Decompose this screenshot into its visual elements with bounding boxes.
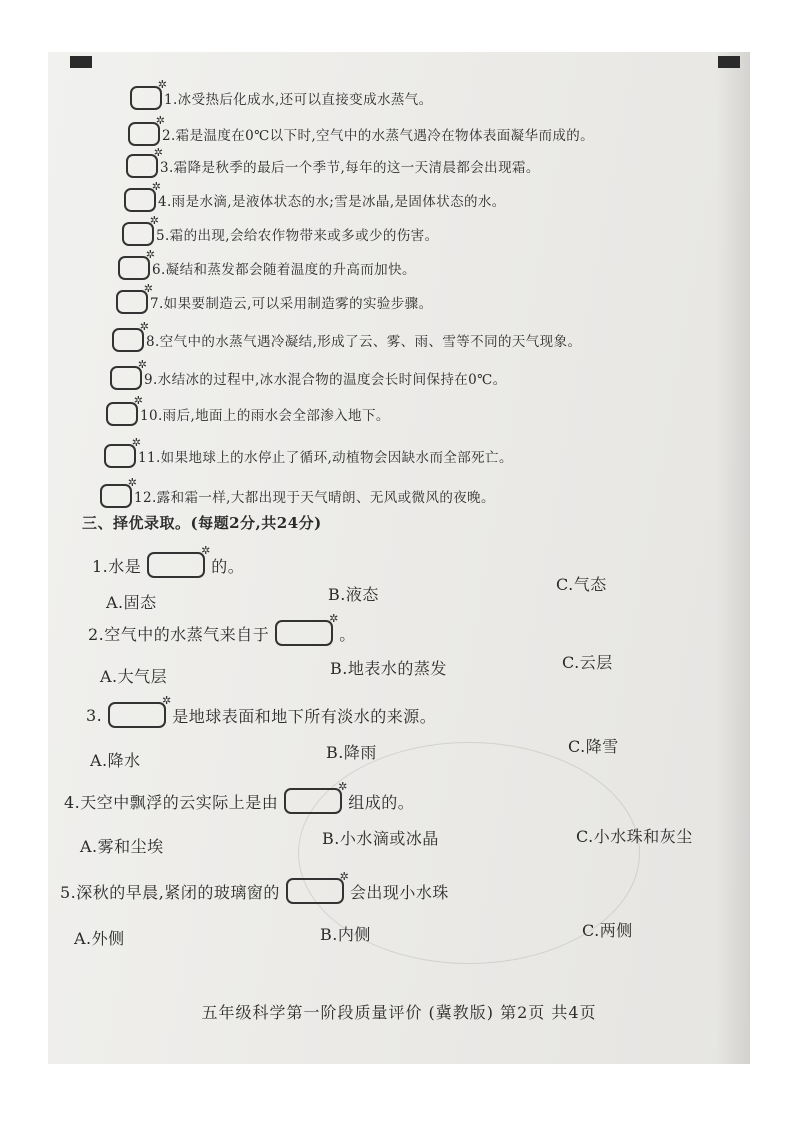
option-c[interactable]: C.两侧 <box>582 921 633 940</box>
tf-item-4 <box>124 180 506 212</box>
question-text: 。 <box>339 624 356 644</box>
tf-text: 7.如果要制造云,可以采用制造雾的实验步骤。 <box>150 296 433 312</box>
sparkle-icon: ✲ <box>338 780 348 793</box>
answer-bracket[interactable] <box>275 612 339 646</box>
corner-registration-mark <box>70 56 92 68</box>
tf-item-9 <box>110 358 507 390</box>
tf-item-5 <box>122 214 439 246</box>
option-a[interactable]: A.降水 <box>90 751 141 770</box>
option-c[interactable]: C.云层 <box>562 653 613 672</box>
answer-bracket[interactable] <box>108 694 172 728</box>
option-b[interactable]: B.地表水的蒸发 <box>330 659 447 678</box>
section-title: 三、择优录取。(每题2分,共24分) <box>82 514 322 532</box>
answer-bracket[interactable] <box>130 78 167 110</box>
question-5 <box>60 870 449 904</box>
answer-bracket[interactable] <box>284 780 348 814</box>
option-c[interactable]: C.气态 <box>556 575 607 594</box>
sparkle-icon: ✲ <box>149 214 159 227</box>
answer-bracket[interactable] <box>147 544 211 578</box>
question-text: 3. <box>86 705 103 725</box>
exam-sheet <box>48 52 750 1064</box>
tf-text: 9.水结冰的过程中,冰水混合物的温度会长时间保持在0℃。 <box>144 372 507 388</box>
answer-bracket[interactable] <box>104 436 141 468</box>
question-text: 组成的。 <box>348 792 415 812</box>
option-a[interactable]: A.雾和尘埃 <box>80 837 164 856</box>
sparkle-icon: ✲ <box>127 476 137 489</box>
sparkle-icon: ✲ <box>151 180 161 193</box>
sparkle-icon: ✲ <box>339 870 349 883</box>
sparkle-icon: ✲ <box>329 612 339 625</box>
sparkle-icon: ✲ <box>139 320 149 333</box>
question-3 <box>86 694 437 728</box>
page-footer: 五年级科学第一阶段质量评价 (冀教版) 第2页 共4页 <box>201 1003 597 1022</box>
question-text: 4.天空中飘浮的云实际上是由 <box>64 792 279 812</box>
answer-bracket[interactable] <box>286 870 349 904</box>
tf-text: 10.雨后,地面上的雨水会全部渗入地下。 <box>140 408 390 424</box>
option-a[interactable]: A.外侧 <box>74 929 125 948</box>
tf-text: 6.凝结和蒸发都会随着温度的升高而加快。 <box>152 262 416 278</box>
answer-bracket[interactable] <box>106 394 143 426</box>
option-b[interactable]: B.小水滴或冰晶 <box>322 829 439 848</box>
tf-item-12 <box>100 476 495 508</box>
tf-text: 1.冰受热后化成水,还可以直接变成水蒸气。 <box>164 92 433 108</box>
answer-bracket[interactable] <box>124 180 161 212</box>
option-a[interactable]: A.固态 <box>106 593 157 612</box>
question-text: 2.空气中的水蒸气来自于 <box>88 624 270 644</box>
tf-text: 5.霜的出现,会给农作物带来或多或少的伤害。 <box>156 228 439 244</box>
tf-item-7 <box>116 282 433 314</box>
tf-item-10 <box>106 394 390 426</box>
tf-text: 2.霜是温度在0℃以下时,空气中的水蒸气遇冷在物体表面凝华而成的。 <box>162 128 595 144</box>
sparkle-icon: ✲ <box>157 78 167 91</box>
sparkle-icon: ✲ <box>155 114 165 127</box>
sparkle-icon: ✲ <box>145 248 155 261</box>
tf-item-1 <box>130 78 433 110</box>
answer-bracket[interactable] <box>100 476 137 508</box>
answer-bracket[interactable] <box>110 358 147 390</box>
tf-text: 3.霜降是秋季的最后一个季节,每年的这一天清晨都会出现霜。 <box>160 160 540 176</box>
option-a[interactable]: A.大气层 <box>100 667 168 686</box>
tf-text: 4.雨是水滴,是液体状态的水;雪是冰晶,是固体状态的水。 <box>158 194 506 210</box>
sparkle-icon: ✲ <box>131 436 141 449</box>
answer-bracket[interactable] <box>116 282 153 314</box>
tf-item-8 <box>112 320 582 352</box>
option-c[interactable]: C.小水珠和灰尘 <box>576 827 693 846</box>
tf-item-11 <box>104 436 513 468</box>
answer-bracket[interactable] <box>112 320 149 352</box>
tf-text: 12.露和霜一样,大都出现于天气晴朗、无风或微风的夜晚。 <box>134 490 495 506</box>
question-text: 会出现小水珠 <box>349 882 449 902</box>
answer-bracket[interactable] <box>128 114 165 146</box>
tf-text: 11.如果地球上的水停止了循环,动植物会因缺水而全部死亡。 <box>138 450 513 466</box>
option-b[interactable]: B.降雨 <box>326 743 377 762</box>
question-4 <box>64 780 415 814</box>
question-text: 的。 <box>211 556 245 576</box>
question-text: 是地球表面和地下所有淡水的来源。 <box>172 706 437 726</box>
sparkle-icon: ✲ <box>133 394 143 407</box>
sparkle-icon: ✲ <box>201 544 211 557</box>
answer-bracket[interactable] <box>122 214 159 246</box>
question-text: 5.深秋的早晨,紧闭的玻璃窗的 <box>60 882 280 902</box>
question-1 <box>92 544 245 578</box>
option-b[interactable]: B.液态 <box>328 585 379 604</box>
option-b[interactable]: B.内侧 <box>320 925 371 944</box>
tf-text: 8.空气中的水蒸气遇冷凝结,形成了云、雾、雨、雪等不同的天气现象。 <box>146 334 582 350</box>
sparkle-icon: ✲ <box>143 282 153 295</box>
tf-item-3 <box>126 146 540 178</box>
tf-item-2 <box>128 114 595 146</box>
option-c[interactable]: C.降雪 <box>568 737 619 756</box>
tf-item-6 <box>118 248 416 280</box>
sparkle-icon: ✲ <box>137 358 147 371</box>
answer-bracket[interactable] <box>118 248 155 280</box>
question-text: 1.水是 <box>92 556 142 576</box>
sparkle-icon: ✲ <box>153 146 163 159</box>
answer-bracket[interactable] <box>126 146 163 178</box>
page-edge-shadow <box>716 52 750 1064</box>
corner-registration-mark <box>718 56 740 68</box>
sparkle-icon: ✲ <box>162 694 172 707</box>
question-2 <box>88 612 356 646</box>
